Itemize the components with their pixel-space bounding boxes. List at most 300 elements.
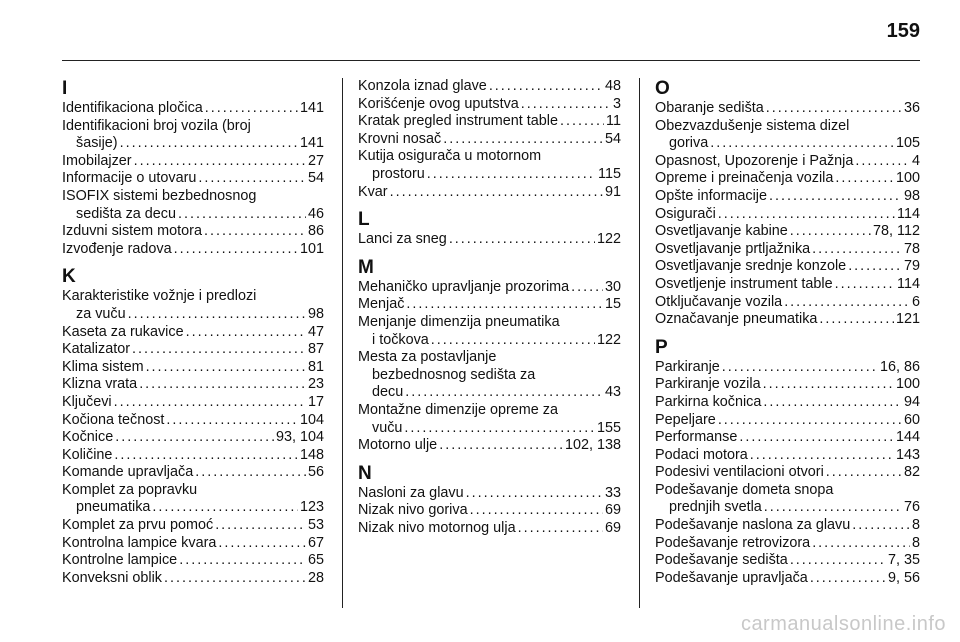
page-reference: 48 [604, 78, 621, 94]
entry-title: Parkirna kočnica [655, 393, 762, 410]
dot-leader [739, 429, 894, 447]
page-reference: 123 [299, 499, 324, 516]
entry-title: Opšte informacije [655, 187, 767, 204]
entry-title: Kočiona tečnost [62, 411, 165, 428]
page-reference: 148 [299, 446, 324, 463]
entry-title: Opreme i preinačenja vozila [655, 170, 834, 187]
entry-line [358, 332, 621, 350]
entry-line [655, 570, 920, 588]
dot-leader [195, 464, 306, 482]
entry-line [358, 296, 621, 314]
entry-title: Komande upravljača [62, 464, 194, 481]
entry-line [655, 223, 920, 241]
entry-line [62, 535, 324, 553]
dot-leader [134, 153, 306, 171]
index-entry [655, 188, 920, 206]
index-entry [62, 170, 324, 188]
page-reference: 67 [307, 534, 324, 551]
dot-leader [835, 170, 894, 188]
index-entry [62, 447, 324, 465]
index-section [62, 78, 324, 258]
page-reference: 98 [307, 305, 324, 322]
dot-leader [443, 131, 603, 149]
entry-line [655, 394, 920, 412]
page-reference: 94 [903, 393, 920, 410]
index-section [655, 78, 920, 329]
entry-line [655, 376, 920, 394]
page-reference: 69 [604, 519, 621, 536]
dot-leader [710, 135, 894, 153]
entry-line [62, 570, 324, 588]
entry-title: Kontrolna lampice kvara [62, 534, 217, 551]
entry-title: Konveksni oblik [62, 569, 162, 586]
index-entry [655, 258, 920, 276]
index-entry [62, 341, 324, 359]
entry-title-continued: šasije) [76, 135, 118, 152]
page-reference: 102, 138 [564, 437, 621, 454]
entry-line [62, 100, 324, 118]
index-entry [62, 288, 324, 323]
index-section [358, 257, 621, 455]
dot-leader [848, 258, 902, 276]
entry-line [655, 499, 920, 517]
entry-line [655, 464, 920, 482]
entry-title: Kratak pregled instrument table [358, 113, 558, 130]
dot-leader [812, 535, 910, 553]
entry-title: Komplet za popravku [62, 481, 198, 498]
index-entry [62, 517, 324, 535]
index-entry [62, 482, 324, 517]
entry-title-continued: prednjih svetla [669, 499, 762, 516]
dot-leader [218, 535, 306, 553]
page-reference: 69 [604, 502, 621, 519]
section-letter: K [62, 266, 76, 288]
entry-title: Nizak nivo goriva [358, 502, 468, 519]
entry-line [62, 306, 324, 324]
page-reference: 27 [307, 152, 324, 169]
entry-line [62, 517, 324, 535]
entry-line [655, 241, 920, 259]
dot-leader [132, 341, 306, 359]
entry-line [655, 258, 920, 276]
index-entry [62, 464, 324, 482]
page-reference: 121 [895, 311, 920, 328]
entry-title: Osvetljavanje prtljažnika [655, 240, 811, 257]
entry-title: Obezvazdušenje sistema dizel [655, 117, 850, 134]
entry-title: Osvetljenje instrument table [655, 275, 833, 292]
dot-leader [489, 78, 603, 96]
index-entry [358, 148, 621, 183]
dot-leader [427, 166, 596, 184]
index-entry [62, 535, 324, 553]
index-entry [655, 294, 920, 312]
entry-title-continued: decu [372, 384, 404, 401]
entry-title: Imobilajzer [62, 152, 132, 169]
dot-leader [470, 502, 603, 520]
page-reference: 76 [903, 499, 920, 516]
entry-title-continued: goriva [669, 135, 709, 152]
entry-title: Ključevi [62, 393, 112, 410]
index-entry [358, 78, 621, 96]
index-entry [62, 241, 324, 259]
entry-title: Podešavanje upravljača [655, 569, 808, 586]
entry-title: Identifikacioni broj vozila (broj [62, 117, 251, 134]
page-reference: 17 [307, 393, 324, 410]
entry-line [655, 552, 920, 570]
index-entry [62, 570, 324, 588]
page-reference: 105 [895, 135, 920, 152]
entry-title: Osigurači [655, 205, 716, 222]
entry-title-continued: za vuču [76, 305, 126, 322]
page-reference: 91 [604, 183, 621, 200]
page-reference: 47 [307, 323, 324, 340]
dot-leader [390, 184, 603, 202]
page-reference: 93, 104 [275, 429, 324, 446]
index-entry [358, 485, 621, 503]
index-entry [62, 429, 324, 447]
entry-title: Podešavanje retrovizora [655, 534, 811, 551]
entry-title: Motorno ulje [358, 437, 438, 454]
dot-leader [431, 332, 595, 350]
entry-title: Katalizator [62, 341, 130, 358]
index-entry [655, 517, 920, 535]
entry-title: Nasloni za glavu [358, 484, 464, 501]
index-section [358, 209, 621, 249]
entry-line [655, 535, 920, 553]
dot-leader [120, 135, 298, 153]
entry-title: Podesivi ventilacioni otvori [655, 464, 824, 481]
index-entry [358, 502, 621, 520]
page-reference: 11 [606, 113, 621, 130]
entry-title-continued: prostoru [372, 165, 425, 182]
entry-title: Klizna vrata [62, 376, 138, 393]
entry-line [655, 153, 920, 171]
page-reference: 54 [604, 130, 621, 147]
index-entry [358, 314, 621, 349]
entry-title: Opasnost, Upozorenje i Pažnja [655, 152, 854, 169]
entry-line [358, 520, 621, 538]
entry-title-continued: i točkova [372, 331, 429, 348]
dot-leader [560, 113, 604, 131]
page-reference: 100 [895, 170, 920, 187]
entry-line [62, 464, 324, 482]
entry-title: Kočnice [62, 429, 114, 446]
entry-line [358, 184, 621, 202]
entry-line [655, 170, 920, 188]
entry-title: Menjanje dimenzija pneumatika [358, 313, 560, 330]
entry-line [62, 447, 324, 465]
dot-leader [179, 552, 306, 570]
dot-leader [449, 231, 595, 249]
entry-line [358, 231, 621, 249]
dot-leader [439, 437, 563, 455]
entry-line [655, 311, 920, 329]
page-reference: 8 [911, 534, 920, 551]
page-reference: 56 [307, 464, 324, 481]
index-entry [655, 311, 920, 329]
page-reference: 3 [612, 95, 621, 112]
entry-line [62, 499, 324, 517]
entry-line [655, 188, 920, 206]
entry-line [358, 96, 621, 114]
page-reference: 33 [604, 484, 621, 501]
entry-line [655, 359, 920, 377]
entry-title: Kaseta za rukavice [62, 323, 184, 340]
entry-title: Informacije o utovaru [62, 170, 197, 187]
entry-title: Montažne dimenzije opreme za [358, 401, 558, 418]
entry-title: Osvetljavanje srednje konzole [655, 258, 847, 275]
page-reference: 86 [307, 223, 324, 240]
index-entry [655, 170, 920, 188]
dot-leader [114, 447, 298, 465]
section-letter: I [62, 78, 68, 99]
entry-line [655, 294, 920, 312]
index-entry [655, 412, 920, 430]
dot-leader [852, 517, 910, 535]
entry-title: Karakteristike vožnje i predlozi [62, 288, 257, 305]
index-section [655, 337, 920, 588]
entry-title: Označavanje pneumatika [655, 311, 818, 328]
index-section [358, 463, 621, 538]
page-reference: 155 [596, 419, 621, 436]
page-reference: 122 [596, 331, 621, 348]
dot-leader [518, 520, 603, 538]
index-section [62, 266, 324, 587]
dot-leader [769, 188, 902, 206]
entry-title: Konzola iznad glave [358, 78, 487, 94]
entry-title: Korišćenje ovog uputstva [358, 95, 519, 112]
page-reference: 54 [307, 170, 324, 187]
entry-line [62, 135, 324, 153]
page-reference: 23 [307, 376, 324, 393]
index-entry [655, 429, 920, 447]
index-entry [358, 184, 621, 202]
dot-leader [763, 376, 894, 394]
entry-title: Kontrolne lampice [62, 552, 178, 569]
entry-line [655, 135, 920, 153]
dot-leader [766, 100, 902, 118]
dot-leader [521, 96, 611, 114]
page-number: 159 [886, 20, 920, 42]
entry-title: Količine [62, 446, 113, 463]
dot-leader [166, 412, 298, 430]
page-reference: 114 [897, 205, 920, 222]
dot-leader [718, 206, 895, 224]
page-reference: 4 [911, 152, 920, 169]
entry-title: Parkiranje [655, 358, 720, 375]
column-separator [639, 78, 640, 608]
dot-leader [750, 447, 894, 465]
entry-line [62, 552, 324, 570]
dot-leader [115, 429, 274, 447]
index-entry [358, 296, 621, 314]
header-rule [62, 60, 920, 61]
page-reference: 36 [903, 100, 920, 116]
entry-line [358, 485, 621, 503]
page-reference: 98 [903, 187, 920, 204]
index-column-2 [358, 78, 621, 537]
page-reference: 81 [307, 358, 324, 375]
entry-line [358, 384, 621, 402]
column-separator [342, 78, 343, 608]
entry-title: Kutija osigurača u motornom [358, 148, 542, 165]
page-reference: 78 [903, 240, 920, 257]
dot-leader [146, 359, 306, 377]
page-reference: 87 [307, 341, 324, 358]
entry-line [62, 223, 324, 241]
index-entry [358, 437, 621, 455]
page-reference: 28 [307, 569, 324, 586]
page-reference: 82 [903, 464, 920, 481]
entry-title: Podešavanje naslona za glavu [655, 517, 851, 534]
index-entry [655, 153, 920, 171]
dot-leader [819, 311, 894, 329]
entry-line [358, 502, 621, 520]
page-reference: 114 [897, 275, 920, 292]
entry-title: Obaranje sedišta [655, 100, 764, 116]
page-reference: 104 [299, 411, 324, 428]
entry-title: Klima sistem [62, 358, 144, 375]
page-reference: 141 [299, 135, 324, 152]
index-entry [655, 464, 920, 482]
index-entry [655, 276, 920, 294]
index-entry [358, 113, 621, 131]
dot-leader [855, 153, 910, 171]
dot-leader [405, 384, 603, 402]
dot-leader [198, 170, 306, 188]
entry-title: Identifikaciona pločica [62, 100, 203, 116]
index-entry [655, 118, 920, 153]
section-letter: M [358, 256, 374, 278]
entry-line [358, 113, 621, 131]
entry-line [62, 153, 324, 171]
entry-line [62, 394, 324, 412]
index-entry [358, 349, 621, 402]
entry-title-continued: sedišta za decu [76, 205, 176, 222]
page-reference: 15 [604, 296, 621, 313]
index-entry [655, 100, 920, 118]
entry-line [62, 324, 324, 342]
index-entry [62, 394, 324, 412]
page-reference: 8 [911, 517, 920, 534]
dot-leader [205, 100, 298, 118]
section-letter: O [655, 78, 670, 99]
entry-line [62, 376, 324, 394]
index-entry [358, 231, 621, 249]
page-reference: 100 [895, 376, 920, 393]
dot-leader [718, 412, 902, 430]
page-reference: 9, 56 [887, 569, 920, 586]
entry-line [358, 420, 621, 438]
entry-line [655, 276, 920, 294]
index-entry [62, 412, 324, 430]
entry-title: Menjač [358, 296, 405, 313]
index-entry [62, 324, 324, 342]
index-entry [655, 223, 920, 241]
dot-leader [810, 570, 886, 588]
entry-title: Performanse [655, 429, 738, 446]
entry-title: Mehaničko upravljanje prozorima [358, 278, 570, 295]
page-reference: 122 [596, 231, 621, 248]
page-reference: 143 [895, 446, 920, 463]
entry-line [62, 412, 324, 430]
index-entry [655, 206, 920, 224]
entry-line [358, 131, 621, 149]
entry-title: Podaci motora [655, 446, 748, 463]
dot-leader [114, 394, 306, 412]
index-entry [358, 402, 621, 437]
index-entry [655, 394, 920, 412]
entry-title: Podešavanje dometa snopa [655, 481, 834, 498]
index-entry [62, 118, 324, 153]
index-entry [655, 482, 920, 517]
entry-title: Krovni nosač [358, 130, 442, 147]
entry-line [655, 429, 920, 447]
page-reference: 53 [307, 517, 324, 534]
entry-title: Izvođenje radova [62, 240, 172, 257]
index-column-3 [655, 78, 920, 587]
section-letter: N [358, 462, 372, 484]
entry-title: Komplet za prvu pomoć [62, 517, 214, 534]
entry-line [62, 241, 324, 259]
entry-line [358, 279, 621, 297]
entry-title: ISOFIX sistemi bezbednosnog [62, 187, 257, 204]
index-entry [358, 279, 621, 297]
dot-leader [404, 420, 595, 438]
entry-line [655, 206, 920, 224]
page-reference: 78, 112 [873, 223, 920, 240]
entry-title-continued: bezbednosnog sedišta za [372, 366, 536, 383]
index-entry [62, 376, 324, 394]
dot-leader [790, 223, 871, 241]
entry-line [358, 78, 621, 96]
index-entry [62, 153, 324, 171]
index-entry [655, 359, 920, 377]
index-column-1 [62, 78, 324, 587]
page-reference: 6 [911, 293, 920, 310]
entry-line [62, 170, 324, 188]
page-reference: 16, 86 [879, 358, 920, 375]
dot-leader [784, 294, 910, 312]
entry-title: Izduvni sistem motora [62, 223, 202, 240]
section-letter: L [358, 209, 370, 231]
page-reference: 60 [903, 411, 920, 428]
entry-title: Osvetljavanje kabine [655, 223, 788, 240]
page-reference: 65 [307, 552, 324, 569]
index-entry [62, 223, 324, 241]
dot-leader [763, 394, 902, 412]
page-reference: 7, 35 [887, 552, 920, 569]
dot-leader [812, 241, 902, 259]
page-reference: 115 [598, 165, 621, 182]
page-reference: 79 [903, 258, 920, 275]
dot-leader [466, 485, 603, 503]
dot-leader [406, 296, 603, 314]
index-entry [655, 552, 920, 570]
entry-line [655, 412, 920, 430]
entry-title-continued: pneumatika [76, 499, 151, 516]
index-entry [655, 447, 920, 465]
dot-leader [835, 276, 895, 294]
entry-line [655, 447, 920, 465]
entry-line [655, 100, 920, 118]
dot-leader [178, 206, 306, 224]
entry-line [655, 517, 920, 535]
page-reference: 141 [299, 100, 324, 116]
index-entry [62, 188, 324, 223]
entry-title: Lanci za sneg [358, 231, 447, 248]
dot-leader [204, 223, 306, 241]
